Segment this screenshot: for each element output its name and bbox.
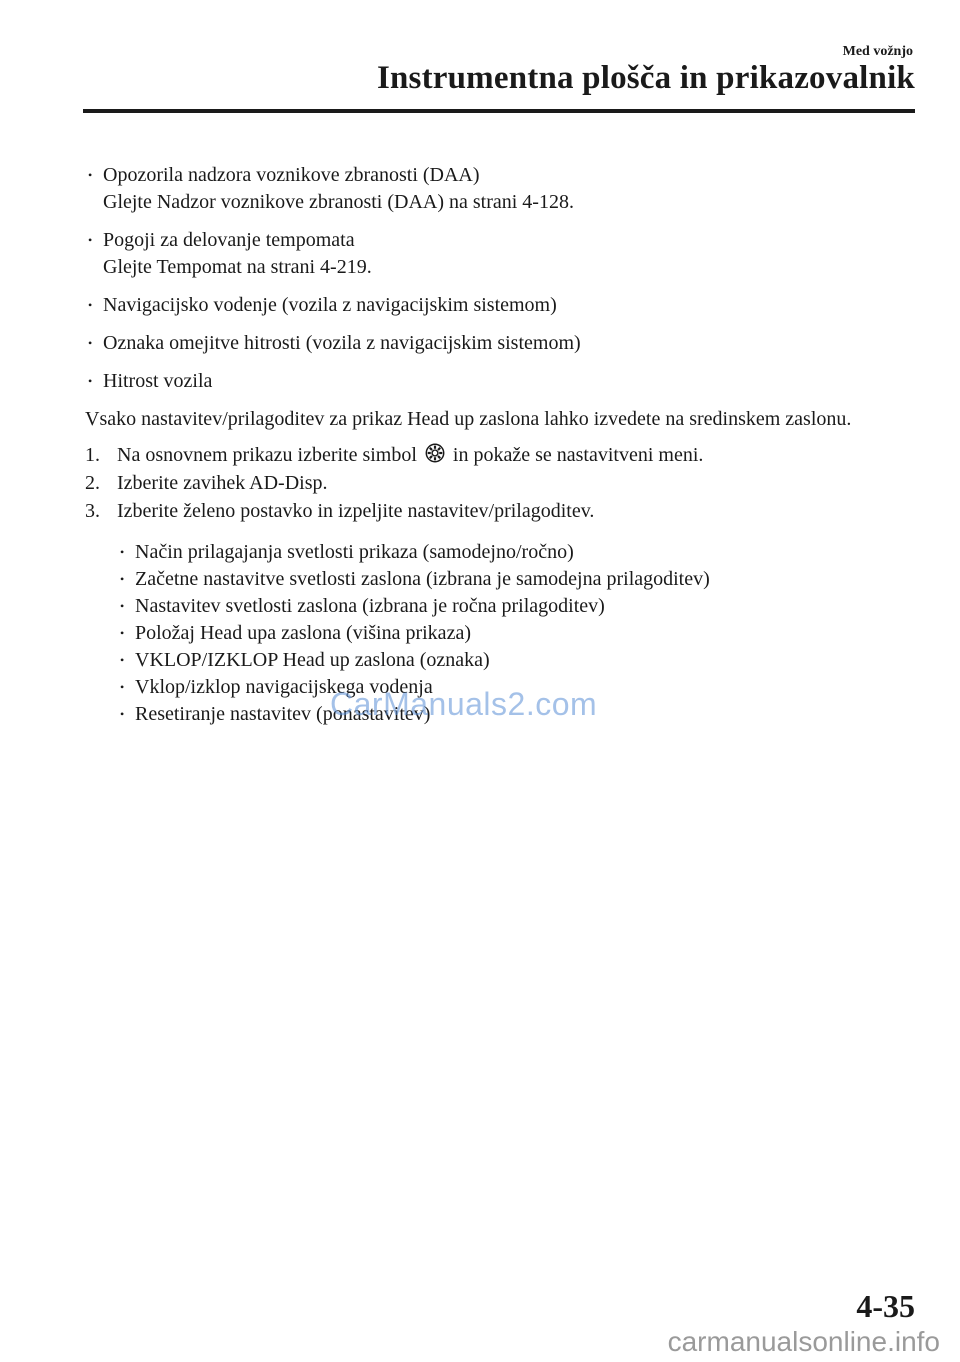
footer-site-link[interactable]: carmanualsonline.info — [667, 1326, 940, 1357]
setting-text: Resetiranje nastavitev (ponastavitev) — [135, 703, 431, 725]
bullet-dot: • — [120, 626, 125, 640]
setting-text: Nastavitev svetlosti zaslona (izbrana je ročna prilagoditev) — [135, 595, 605, 617]
page-content — [85, 162, 885, 728]
list-item — [117, 593, 885, 620]
step-text: Izberite želeno postavko in izpeljite nastavitev/prilagoditev. — [117, 500, 595, 522]
list-item — [85, 292, 885, 319]
intro-paragraph: Vsako nastavitev/prilagoditev za prikaz Head up zaslona lahko izvedete na sredinskem zaslonu. — [85, 408, 852, 430]
list-item — [117, 566, 885, 593]
watermark: CarManuals2.com — [330, 686, 598, 722]
list-item — [85, 330, 885, 357]
bullet-text: Pogoji za delovanje tempomata — [103, 229, 355, 251]
step-text: in pokaže se nastavitveni meni. — [452, 444, 704, 466]
list-item — [85, 227, 885, 281]
setting-text: Začetne nastavitve svetlosti zaslona (izbrana je samodejna prilagoditev) — [135, 568, 710, 590]
list-item — [117, 647, 885, 674]
bullet-subtext: Glejte Nadzor voznikove zbranosti (DAA) na strani 4-128. — [103, 191, 574, 213]
setting-text: Položaj Head upa zaslona (višina prikaza) — [135, 622, 471, 644]
page-number: 4-35 — [856, 1288, 915, 1324]
bullet-dot: • — [120, 653, 125, 667]
list-item — [117, 539, 885, 566]
bullet-dot: • — [88, 374, 93, 388]
step-text: Na osnovnem prikazu izberite simbol — [117, 444, 417, 466]
bullet-dot: • — [88, 298, 93, 312]
setting-text: VKLOP/IZKLOP Head up zaslona (oznaka) — [135, 649, 490, 671]
list-item — [85, 368, 885, 395]
bullet-subtext: Glejte Tempomat na strani 4-219. — [103, 256, 372, 278]
page-title: Instrumentna plošča in prikazovalnik — [376, 60, 915, 96]
step-text: Izberite zavihek AD-Disp. — [117, 472, 328, 494]
gear-icon — [424, 442, 446, 464]
bullet-text: Oznaka omejitve hitrosti (vozila z navigacijskim sistemom) — [103, 332, 581, 354]
header-section-label: Med vožnjo — [842, 44, 913, 59]
header-rule — [83, 109, 915, 113]
bullet-dot: • — [88, 336, 93, 350]
step-item — [85, 441, 885, 469]
bullet-dot: • — [120, 599, 125, 613]
bullet-dot: • — [88, 233, 93, 247]
steps-list — [85, 441, 885, 525]
bullet-dot: • — [88, 168, 93, 182]
bullet-dot: • — [120, 707, 125, 721]
list-item — [117, 620, 885, 647]
bullet-text: Navigacijsko vodenje (vozila z navigacijskim sistemom) — [103, 294, 557, 316]
bullet-text: Hitrost vozila — [103, 370, 213, 392]
step-item — [85, 497, 885, 525]
step-number: 2. — [85, 472, 100, 494]
bullet-text: Opozorila nadzora voznikove zbranosti (DAA) — [103, 164, 480, 186]
step-number: 1. — [85, 444, 100, 466]
setting-text: Vklop/izklop navigacijskega vodenja — [135, 676, 433, 698]
step-number: 3. — [85, 500, 100, 522]
bullet-dot: • — [120, 572, 125, 586]
setting-text: Način prilagajanja svetlosti prikaza (samodejno/ročno) — [135, 541, 574, 563]
bullet-dot: • — [120, 680, 125, 694]
list-item — [85, 162, 885, 216]
bullet-dot: • — [120, 545, 125, 559]
step-item — [85, 469, 885, 497]
